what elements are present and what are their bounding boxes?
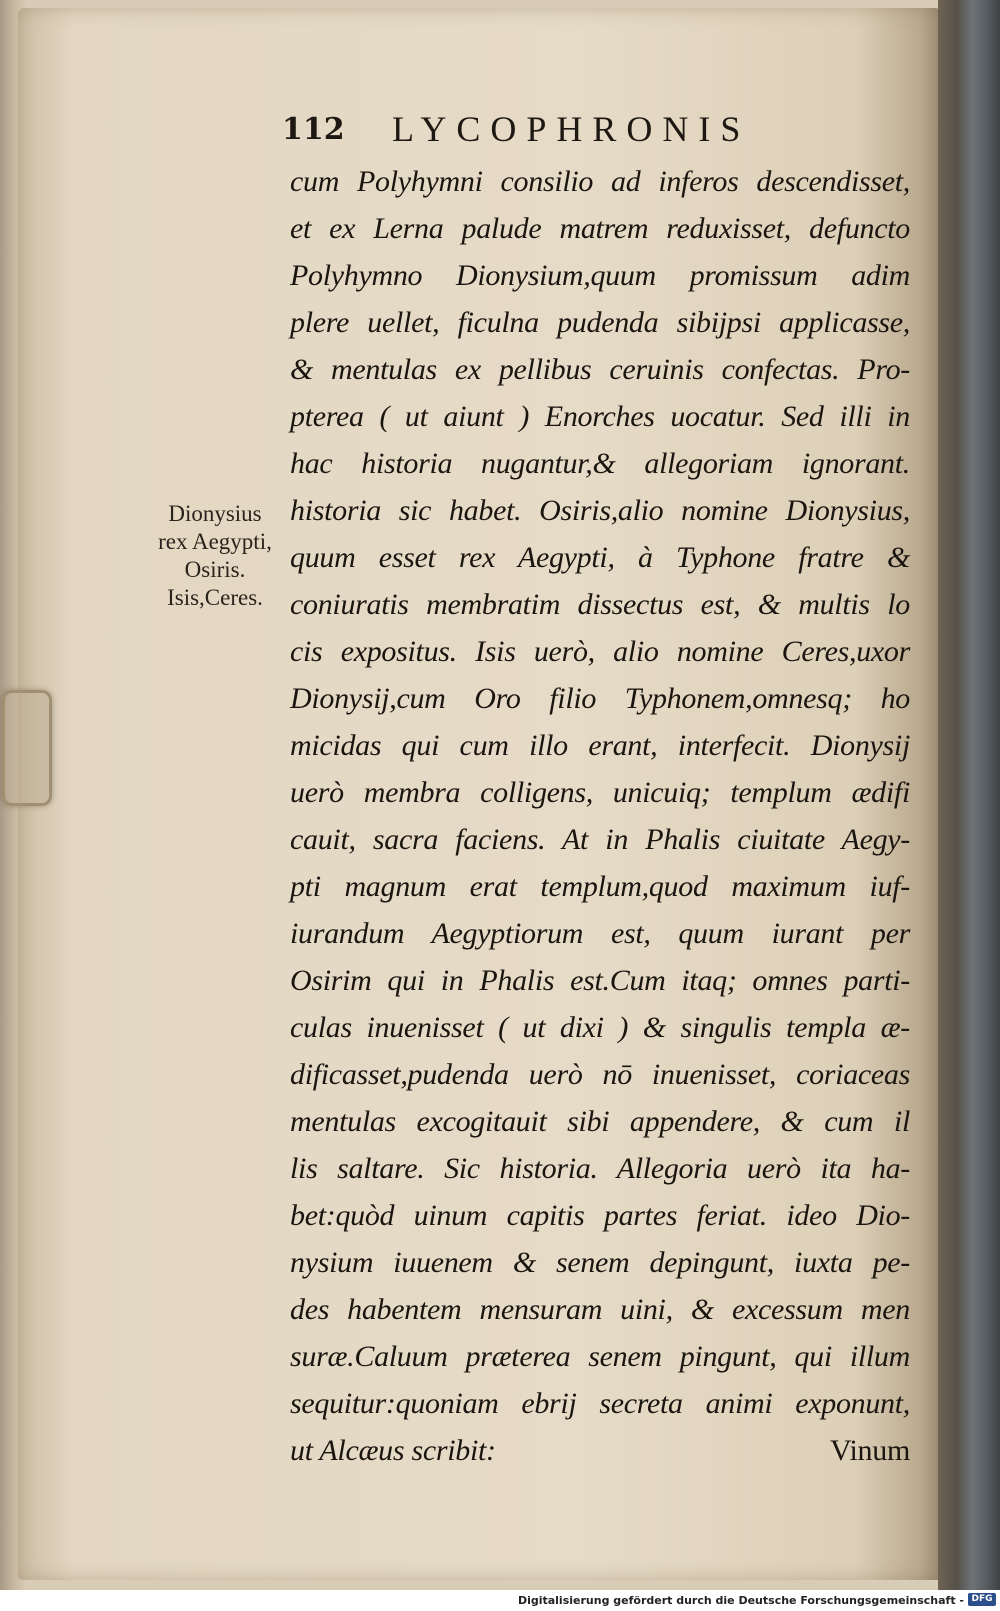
text-line: Osirim qui in Phalis est.Cum itaq; omnes parti-: [290, 964, 910, 997]
text-line: des habentem mensuram uini, & excessum men: [290, 1293, 910, 1326]
text-line: plere uellet, ficulna pudenda sibijpsi applicasse,: [290, 306, 910, 339]
text-line: coniuratis membratim dissectus est, & multis lo: [290, 588, 910, 621]
dfg-logo: DFG: [968, 1593, 996, 1606]
body-text: [290, 158, 910, 1474]
book-cover-edge: [938, 0, 1000, 1590]
text-line: pti magnum erat templum,quod maximum iuf-: [290, 870, 910, 903]
text-line: iurandum Aegyptiorum est, quum iurant per: [290, 917, 910, 950]
text-line: culas inuenisset ( ut dixi ) & singulis templa æ-: [290, 1011, 910, 1044]
text-line: hac historia nugantur,& allegoriam ignorant.: [290, 447, 910, 480]
running-title: LYCOPHRONIS: [392, 109, 751, 149]
book-clasp: [2, 690, 52, 806]
text-line: micidas qui cum illo erant, interfecit. Dionysij: [290, 729, 910, 762]
folio-number: 112: [282, 112, 345, 147]
text-line: sequitur:quoniam ebrij secreta animi exponunt,: [290, 1387, 910, 1420]
text-line-last: [290, 1427, 910, 1474]
text-line: nysium iuuenem & senem depingunt, iuxta pe-: [290, 1246, 910, 1279]
text-line: dificasset,pudenda uerò nō inuenisset, coriaceas: [290, 1058, 910, 1091]
text-line: cauit, sacra faciens. At in Phalis ciuitate Aegy-: [290, 823, 910, 856]
digitization-credit: Digitalisierung gefördert durch die Deutsche Forschungsgemeinschaft -: [517, 1594, 964, 1607]
text-line: Polyhymno Dionysium,quum promissum adim: [290, 259, 910, 292]
marginal-note: rex Aegypti,: [158, 529, 272, 554]
text-line: lis saltare. Sic historia. Allegoria uerò ita ha-: [290, 1152, 910, 1185]
text-line: mentulas excogitauit sibi appendere, & cum il: [290, 1105, 910, 1138]
text-line: cis expositus. Isis uerò, alio nomine Ceres,uxor: [290, 635, 910, 668]
marginal-note: Osiris.: [184, 557, 246, 582]
text-line: pterea ( ut aiunt ) Enorches uocatur. Sed illi in: [290, 400, 910, 433]
text-line: ut Alcæus scribit:: [290, 1434, 496, 1467]
text-line: cum Polyhymni consilio ad inferos descendisset,: [290, 165, 910, 198]
catchword: Vinum: [829, 1434, 910, 1467]
text-line: historia sic habet. Osiris,alio nomine Dionysius,: [290, 494, 910, 527]
marginal-note: Isis,Ceres.: [167, 585, 263, 610]
text-line: uerò membra colligens, unicuiq; templum ædifi: [290, 776, 910, 809]
text-line: et ex Lerna palude matrem reduxisset, defuncto: [290, 212, 910, 245]
text-line: Dionysij,cum Oro filio Typhonem,omnesq; ho: [290, 682, 910, 715]
text-line: & mentulas ex pellibus ceruinis confectas. Pro-: [290, 353, 910, 386]
text-line: bet:quòd uinum capitis partes feriat. ideo Dio-: [290, 1199, 910, 1232]
text-line: suræ.Caluum præterea senem pingunt, qui illum: [290, 1340, 910, 1373]
marginal-notes: [140, 500, 290, 612]
text-line: quum esset rex Aegypti, à Typhone fratre &: [290, 541, 910, 574]
marginal-note: Dionysius: [168, 501, 262, 526]
page-header: [282, 108, 922, 160]
